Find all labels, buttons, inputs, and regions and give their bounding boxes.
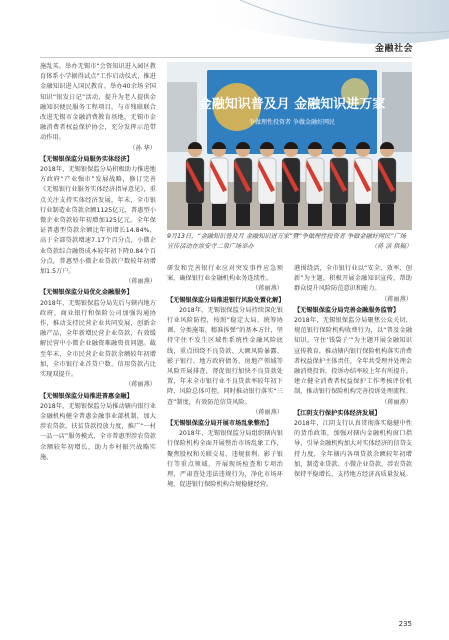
body-paragraph: 2018年，无锡银保监分局推动辖内银行业金融机构健全普惠金融事业部机制，加大涉农贷款、扶贫贷款投放力度，推广“一村一品一店”服务模式，全市普惠型涉农贷款余额较年初增长，助力乡村振兴战略实施。 [40,402,156,461]
page-number: 235 [398,620,412,628]
subheading: 【无锡银保监分局服务实体经济】 [40,155,133,163]
event-photo-illustration [167,62,412,230]
person-legs [308,204,322,226]
author-credit: （蒋丽燕） [125,381,156,389]
body-paragraph: 2018年，无锡银保监分局积极助力推进地方政府“产业强市”发展战略，修订完善《无锡银行业服务实体经济指导意见》，重点关注支持实体经济发展，年末，全市银行业制造业贷款余额1125亿元，普惠型小微企业贷款较年初增加125亿元。全年保证普惠型贷款余额比年初增长14.84%，高于全部贷款增速7.17个百分点，小微企业贷款综合融资成本较年初下降0.84个百分点，普惠型小微企业贷款户数较年初增加1.5万户。 [40,166,156,276]
person-legs [212,204,226,226]
banner-subtitle: 争做理性投资者 争做金融好网民 [249,119,335,126]
author-credit: （孙 华） [129,144,156,152]
page-header [0,0,449,60]
person-legs [380,204,394,226]
caption-text: 9月13日，“金融知识普及月 金融知识进万家”暨“争做理性投资者 争做金融好网民”广场宣传活动在崇安寺二泉广场举办 [167,233,406,250]
author-credit: （蒋丽燕） [125,278,156,286]
body-paragraph: 研发和完善银行业应对突发事件应急预案，确保银行业金融机构业务连续性。 [167,265,283,283]
subheading: 【江阴支行保护实体经济发展】 [294,409,381,417]
people-group [186,142,396,226]
banner-title: 金融知识普及月 金融知识进万家 [198,97,386,112]
text-column-3 [294,264,412,480]
body-paragraph: 2018年，无锡银保监分局持续深化银行业风险防控，按照“稳定大局、统筹协调、分类施策、精准拆弹”的基本方针，坚持守住不发生区域性系统性金融风险底线，重点围绕不良贷款、大额风险暴露、影子银行、地方政府债务、房地产领域等风险开展排查，督促银行加快不良贷款处置，年末全市银行业不良贷款率较年初下降，风险总体可控。同时推动银行落实“三查”制度，有效防范信贷风险。 [167,306,283,406]
body-paragraph: 2018年，无锡银保监分局聚焦公众关切，规范银行保险机构收费行为，以“普及金融知识，守住‘钱袋子’”为主题开展金融知识宣传教育，推动辖内银行保险机构落实消费者权益保护主体责任，全年共受理并处理金融消费投诉，投诉办结率较上年有所提升。建立健全消费者权益保护工作考核评价机制，推动银行保险机构完善投诉处理流程。 [294,317,412,396]
subheading: 【无锡银保监分局推进银行风险处置化解】 [167,296,285,304]
subheading: 【无锡银保监分局优化金融服务】 [40,289,133,297]
author-credit: （蒋丽燕） [381,398,412,406]
subheading: 【无锡银保监分局完善金融服务监管】 [294,306,400,314]
person-legs [284,204,298,226]
body-paragraph: 2018年，无锡银保监分局组织辖内银行保险机构全面开展整治市场乱象工作，聚焦股权和关联交易、违规套利、影子银行等重点领域，开展现场检查和专项治理，严肃查处违法违规行为，净化市场环境，促进银行保险机构合规稳健经营。 [167,430,283,489]
subheading: 【无锡银保监分局开展市场乱象整治】 [167,420,273,428]
photo-caption [167,232,412,252]
text-column-2 [167,264,283,490]
header-divider [40,57,412,58]
caption-credit: （蒋 洁 供稿） [370,243,412,250]
author-credit: （蒋丽燕） [381,295,412,303]
author-credit: （蒋丽燕） [252,408,283,416]
person-legs [236,204,250,226]
person-legs [188,204,202,226]
text-column-1 [40,62,156,463]
event-photo [167,62,412,230]
body-paragraph: 施乱买。举办无锡市“会资知识进入园区教育体系小学据得试点”工作启动仪式，推进金融知识进入国民教育。举办40余场全国知识“银发日记”活动，提升为老人提供金融知识便民服务工程项目。与市残联联合改进无锡市金融消费教育基地，无锡市金融消费者权益保护协会，充分发挥示范带动作用。 [40,63,156,142]
subheading: 【无锡银保监分局推进普惠金融】 [40,392,133,400]
person-legs [356,204,370,226]
body-paragraph: 2018年，无锡银保监分局先后与辖内地方政府、商业银行和保险公司加强沟通协作，推动支持民营企业共同发展，创新金融产品，全年新增民营企业贷款，有效缓解民营中小微企业融资难融资贵问题。截至年末，全市民营企业贷款余额较年初增加，全市银行业首贷户数、信用贷款占比实现双提升。 [40,299,156,379]
person-legs [260,204,274,226]
section-title: 金融社会 [374,44,413,54]
body-paragraph: 2018年，江阴支行认真贯彻落实稳健中性的货币政策，加强对辖内金融机构窗口指导，引导金融机构加大对实体经济的信贷支持力度，全年辖内各项贷款余额较年初增加，制造业贷款、小微企业贷款、涉农贷款保持平稳增长，支持地方经济高质量发展。 [294,420,412,479]
person-legs [332,204,346,226]
author-credit: （蒋丽燕） [252,285,283,293]
body-paragraph: 港围绕活，全市银行业以“安全、效率、创新”为主题，积极开展金融知识宣传，帮助群众提升风险防范意识和能力。 [294,265,412,293]
